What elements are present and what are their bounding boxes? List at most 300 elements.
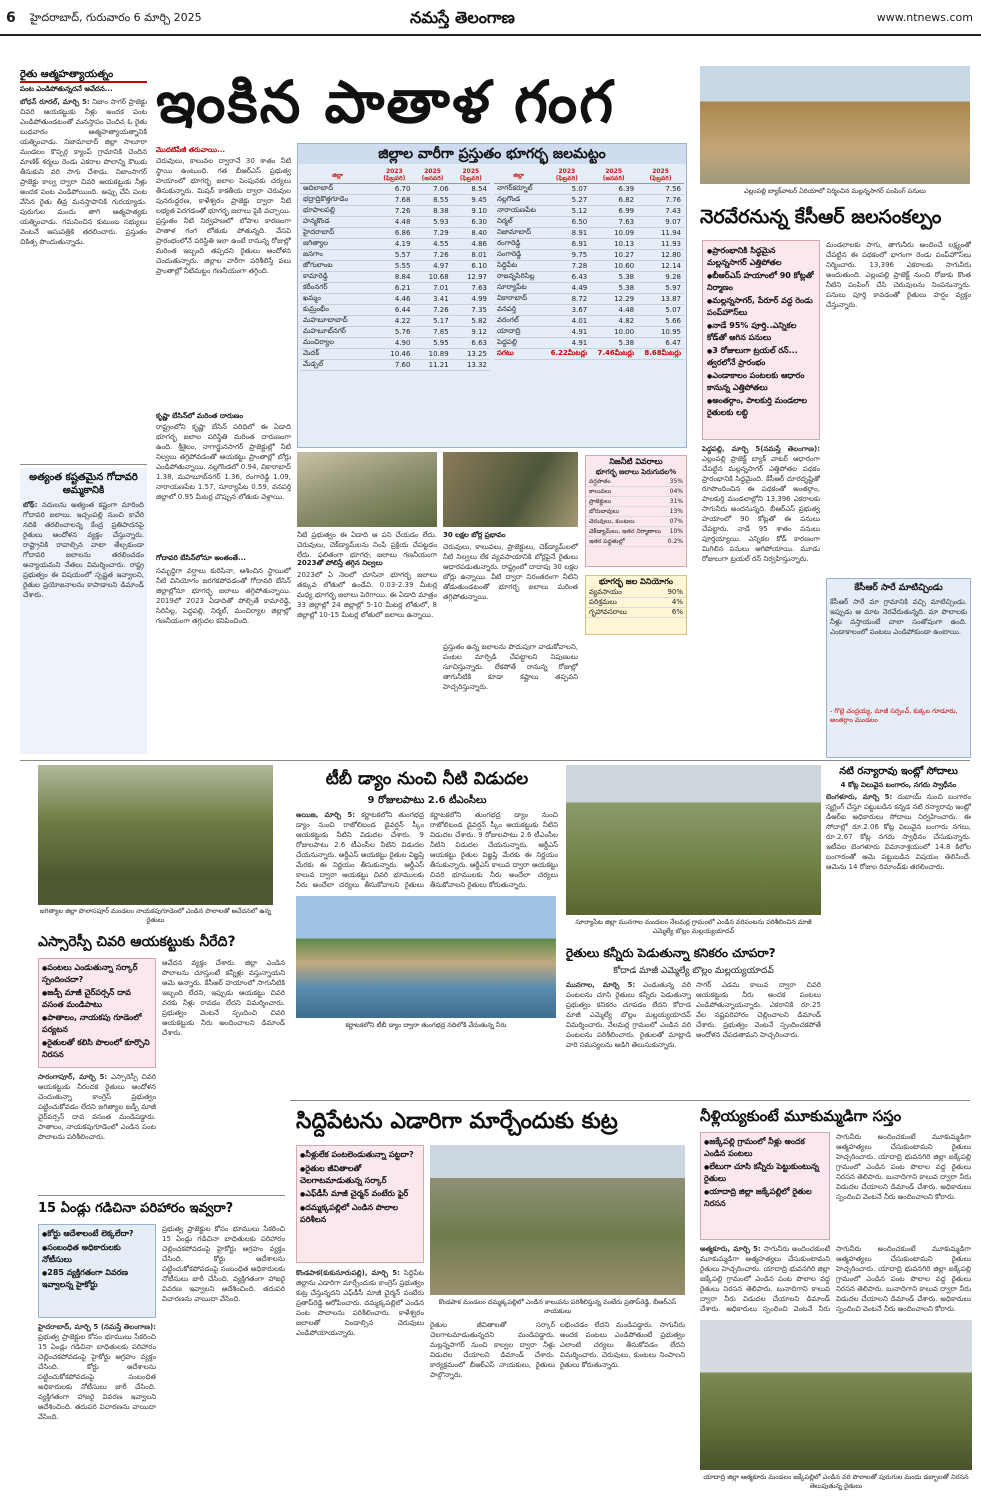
highlight-item: ● జక్కేపల్లి గ్రామంలో నీళ్లు అందక ఎండిన పంటలు	[704, 1136, 826, 1159]
value-cell: 13.25	[452, 349, 490, 360]
value-cell: 11.93	[637, 239, 684, 250]
table-row	[300, 184, 490, 195]
value-cell: 6.22మీటర్లు	[543, 349, 590, 360]
value-cell: 4.90	[375, 338, 413, 349]
district-cell: వరంగల్	[494, 316, 543, 327]
value-cell: 8.91	[543, 228, 590, 239]
highlight-item: ● బీఆర్ఎస్ హయాంలో 90 కోట్లతో నిర్మాణం	[707, 270, 815, 293]
siddipet-body-2: రైతుల జీవితాలతో సర్కార్ చెలగాటమాడుతున్నదని మండిపడ్డారు. మల్లన్నసాగర్ నుంచి కాల్వల ద్వారా నీళ్లు విడుదల చేయాలని డిమాండ్ చేశారు. కార్యక్రమంలో బీఆర్ఎస్ నాయకులు, రైతులు పాల్గొన్నారు.	[430, 1321, 555, 1379]
value-cell: 6%	[653, 608, 686, 618]
table-row	[300, 250, 490, 261]
nilla-headline: నీళ్లియ్యకుంటే మూకుమ్మడిగా సస్తం	[700, 1107, 902, 1125]
table-row	[494, 239, 684, 250]
protest-photo	[700, 1320, 972, 1470]
district-cell: వికారాబాద్	[494, 294, 543, 305]
table-row	[586, 598, 686, 608]
groundwater-table-right: జిల్లా 2023 (ఫిబ్రవరి) 2025 (జనవరి) 2025 (ఫిబ్రవరి) నాగర్‌కర్నూల్ 5.07 6.39 7.56 నల్లగొండ 5.27 6.82 7.76 నారాయణపేట 5.12 6.99 7.43 నిర్మల్ 6.50 7.63 9.07 నిజామాబాద్ 8.91 10.09 11.94 రంగారెడ్డి 6.91 10.13 11.93 సంగారెడ్డి 9.75 10.27 12.80 సిద్దిపేట 7.28 10.60 12.14 రాజన్నసిరిసిల్ల 6.43 5.38 9.28 సూర్యాపేట 4.49 5.38 5.97 వికారాబాద్ 8.72 12.29 13.87 వనపర్తి 3.67 4.48 5.07 వరంగల్ 4.01 4.82 5.66 యాదాద్రి 4.91 10.00 10.95 పెద్దపల్లి 4.91 5.38 6.47 సగటు 6.22మీటర్లు 7.46మీటర్లు 8.68మీటర్లు	[494, 168, 684, 360]
siddipet-highlights	[296, 1145, 424, 1263]
inspection-photo	[566, 765, 821, 915]
dateline: హైదరాబాద్, గురువారం 6 మార్చి 2025	[30, 11, 202, 24]
district-cell: నిజామాబాద్	[494, 228, 543, 239]
district-cell: నాగర్‌కర్నూల్	[494, 184, 543, 195]
district-cell: భద్రాద్రికొత్తగూడెం	[300, 195, 375, 206]
lead-col-2	[297, 452, 437, 752]
subhead: 30 లక్షల బోర్ల ప్రభావం	[443, 531, 506, 539]
value-cell: 7.26	[375, 206, 413, 217]
district-cell: సంగారెడ్డి	[494, 250, 543, 261]
district-cell: మేడ్చల్	[300, 360, 375, 371]
value-cell: 6.43	[543, 272, 590, 283]
compensation-body-1: హైదరాబాద్, మార్చి 5 (నమస్తే తెలంగాణ): ప్రభుత్వ ప్రాజెక్టుల కోసం భూములు సేకరించి 15 ఏండ్లు గడిచినా బాధితులకు పరిహారం చెల్లించకపోవడంపై హైకోర్టు ఆగ్రహం వ్యక్తం చేసింది. కోర్టు ఆదేశాలను పట్టించుకోకపోవడంపై సంబంధిత అధికారులకు నోటీసులు జారీ చేసింది. వ్యక్తిగతంగా హాజరై వివరణ ఇవ్వాలని ఆదేశించింది. తదుపరి విచారణను వాయిదా వేసింది.	[38, 1323, 156, 1421]
godavari-story	[20, 468, 147, 754]
box-title: భూగర్భ జల వినియోగం	[599, 577, 673, 586]
value-cell: 5.17	[413, 316, 451, 327]
lead-headline: ఇంకిన పాతాళ గంగ	[156, 68, 616, 136]
table-row	[300, 316, 490, 327]
table-row	[494, 184, 684, 195]
value-cell: 6.21	[375, 283, 413, 294]
groundwater-table-left: జిల్లా 2023 (ఫిబ్రవరి) 2025 (జనవరి) 2025 (ఫిబ్రవరి) ఆదిలాబాద్ 6.70 7.06 8.54 భద్రాద్రికొత్తగూడెం 7.68 8.55 9.45 భూపాలపల్లి 7.26 8.38 9.10 హన్మకొండ 4.48 5.93 6.30 హైదరాబాద్ 6.86 7.29 8.40 జగిత్యాల 4.19 4.55 4.86 జనగాం 5.57 7.26 8.01 జోగులాంబ 5.55 4.97 6.10 కామారెడ్డి 8.84 10.68 12.97 కరీంనగర్ 6.21 7.01 7.63 ఖమ్మం 4.46 3.41 4.99 కుమ్రంభీం 6.44 7.26 7.35 మహబూబాబాద్ 4.22 5.17 5.82 మహబూబ్‌నగర్ 5.76 7.85 9.12 మంచిర్యాల 4.90 5.95 6.63 మెదక్ 10.46 10.89 13.25 మేడ్చల్ 7.60 11.21 13.32	[300, 168, 490, 371]
value-cell: 9.45	[452, 195, 490, 206]
district-cell: జగిత్యాల	[300, 239, 375, 250]
table-row	[494, 250, 684, 261]
value-cell: 7.68	[375, 195, 413, 206]
table-row	[494, 327, 684, 338]
mallaiah-body-1: మునగాల, మార్చి 5: ఎండుతున్న వరి పంటలను చూసి రైతులు కన్నీరు పెడుతున్నా ప్రభుత్వం కనికరం చూపడం లేదని కోదాడ మాజీ ఎమ్మెల్యే బొల్లం మల్లయ్యయాదవ్ విమర్శించారు. నేలమర్ల గ్రామంలో ఎండిన వరి పంటలను పరిశీలించారు. రైతులతో మాట్లాడి వారి సమస్యలను అడిగి తెలుసుకున్నారు.	[566, 981, 691, 1049]
value-cell: 4.01	[543, 316, 590, 327]
groundwater-table-box	[297, 143, 687, 448]
value-cell: 6.82	[590, 195, 637, 206]
value-cell: 6.99	[590, 206, 637, 217]
nilla-body-1: సాగునీరు అందించకుంటే మూకుమ్మడిగా ఆత్మహత్యలు చేసుకుంటామని రైతులు హెచ్చరించారు. యాదాద్రి భువనగిరి జిల్లా జక్కేపల్లి గ్రామంలో ఎండిన పంట పొలాల వద్ద రైతులు నిరసన తెలిపారు. బునాదిగాని కాలువ ద్వారా నీరు విడుదల చేయాలని డిమాండ్ చేశారు. అధికారులు స్పందించి వెంటనే నీరు అందించాలని కోరారు.	[836, 1133, 971, 1201]
value-cell: 6.70	[375, 184, 413, 195]
value-cell: 9.28	[637, 272, 684, 283]
value-cell: 12.97	[452, 272, 490, 283]
value-cell: 6.10	[452, 261, 490, 272]
value-cell: 5.38	[590, 283, 637, 294]
district-cell: రంగారెడ్డి	[494, 239, 543, 250]
col-district: జిల్లా	[300, 168, 375, 184]
value-cell: 12.14	[637, 261, 684, 272]
table-row	[300, 327, 490, 338]
lead-body: చెరువులు, కాలువలు, ప్రాజెక్టులు, చెక్‌డ్యామ్‌లలో నీటి నిల్వలు లేక వ్యవసాయానికి బోర్లపైనే రైతులు ఆధారపడుతున్నారు. రాష్ట్రంలో దాదాపు 30 లక్షల బోర్లు ఉన్నాయి. వీటి ద్వారా నిరంతరంగా నీటిని తోడుతుండటంతో భూగర్భ జలాలు మరింత తగ్గిపోతున్నాయి.	[443, 543, 578, 601]
value-cell: 9.10	[452, 206, 490, 217]
value-cell: 9.12	[452, 327, 490, 338]
value-cell: 10.13	[590, 239, 637, 250]
district-cell: హైదరాబాద్	[300, 228, 375, 239]
highlight-item: ● దమ్మక్కపల్లిలో ఎండిన పొలాల పరిశీలన	[300, 1202, 420, 1225]
well-photo	[297, 452, 437, 527]
district-cell: నారాయణపేట	[494, 206, 543, 217]
value-cell: 11.21	[413, 360, 451, 371]
nilla-body-2: ఆత్మకూరు, మార్చి 5: సాగునీరు అందించకుంటే మూకుమ్మడిగా ఆత్మహత్యలు చేసుకుంటామని రైతులు హెచ్చరించారు. యాదాద్రి భువనగిరి జిల్లా జక్కేపల్లి గ్రామంలో ఎండిన పంట పొలాల వద్ద రైతులు నిరసన తెలిపారు. బునాదిగాని కాలువ ద్వారా నీరు విడుదల చేయాలని డిమాండ్ చేశారు. అధికారులు స్పందించి వెంటనే నీరు	[700, 1245, 830, 1313]
farmer-story	[20, 68, 147, 460]
district-cell: హన్మకొండ	[300, 217, 375, 228]
district-cell: ఖమ్మం	[300, 294, 375, 305]
value-cell: 5.93	[413, 217, 451, 228]
col-2025-feb: 2025	[462, 168, 480, 175]
label-cell: ఇతర పద్ధతుల్లో	[586, 537, 665, 547]
value-cell: 6.44	[375, 305, 413, 316]
table-row	[494, 316, 684, 327]
highlight-item: ● లేటుగా చూసి కన్నీరు పెట్టుకుంటున్న రైతులు	[704, 1161, 826, 1184]
table-row	[300, 349, 490, 360]
table-row	[494, 305, 684, 316]
value-cell: 4.19	[375, 239, 413, 250]
photo-caption: ఎల్లంపల్లి బ్యాక్‌వాటర్ ఏరియాలో నిర్మించిన మల్లన్నసాగర్ పంపింగ్ పనులు	[744, 187, 926, 195]
website-link[interactable]: www.ntnews.com	[876, 11, 973, 24]
value-cell: 35%	[665, 477, 686, 487]
value-cell: 6.39	[590, 184, 637, 195]
value-cell: 4.55	[413, 239, 451, 250]
table-row	[300, 360, 490, 371]
value-cell: 8.84	[375, 272, 413, 283]
highlight-item: ● జడ్పీ మాజీ చైర్‌పర్సన్ దావ వసంత మండిపాటు	[42, 987, 152, 1010]
label-cell: ప్రాజెక్టులు	[586, 497, 665, 507]
value-cell: 9.75	[543, 250, 590, 261]
lead-body: రాష్ట్రంలోని కృష్ణా బేసిన్ పరిధిలో ఈ ఏడాది భూగర్భ జలాల పరిస్థితి మరింత దారుణంగా ఉంది. శ్రీశైలం, నాగార్జునసాగర్ ప్రాజెక్టుల్లో నీటి నిల్వలు తగ్గిపోవడంతో ఆయకట్టు ప్రాంతాల్లో బోర్లు ఎండిపోతున్నాయి. నల్లగొండలో 0.94, వికారాబాద్ 1.38, మహబూబ్‌నగర్ 1.36, రంగారెడ్డి 1.09, నారాయణపేట 1.57, సూర్యాపేట 0.59, వనపర్తి జిల్లాలో 0.95 మీటర్ల చొప్పున లోతుకు వెళ్లాయి.	[156, 423, 291, 501]
value-cell: 5.66	[637, 316, 684, 327]
table-row	[586, 537, 686, 547]
value-cell: 6.86	[375, 228, 413, 239]
subhead: కృష్ణా బేసిన్‌లో మరింత దారుణం	[156, 412, 243, 420]
value-cell: 8.55	[413, 195, 451, 206]
value-cell: 10.00	[590, 327, 637, 338]
story-body: బోధన్ రూరల్, మార్చి 5: నిజాం సాగర్ ప్రాజెక్టు చివరి ఆయకట్టుకు నీళ్లు అందక పంట ఎండిపోతుండటంతో మనస్తాపం చెందిన ఓ రైతు బుధవారం ఆత్మహత్యాయత్నానికి యత్నించాడు. నిజామాబాద్ జిల్లా సాలూరా మండలం కొప్పర్గ క్యాంప్ గ్రామానికి చెందిన మాణిక్ శర్మలు రెండు ఎకరాల పొలాన్ని కౌలుకు తీసుకుని వరి సాగు చేశాడు. నిజాంసాగర్ ప్రాజెక్టు కాల్వ ద్వారా చివరి ఆయకట్టుకు నీళ్లు అందక పంట ఎండిపోయింది. అప్పు చేసి పంట వేసిన రైతు తీవ్ర మనస్తాపానికి గురయ్యాడు. పురుగుల మందు తాగి ఆత్మహత్యకు యత్నించాడు. గమనించిన కుటుంబ సభ్యులు వెంటనే ఆసుపత్రికి తరలించారు. ప్రస్తుతం చికిత్స పొందుతున్నాడు.	[20, 98, 147, 246]
highlight-item: ● ప్రారంభానికి సిద్ధమైన మల్లన్నసాగర్ ఎత్తిపోతల	[707, 245, 815, 268]
label-cell: చెరువులు, కుంటలు	[586, 517, 665, 527]
district-cell: జనగాం	[300, 250, 375, 261]
story-title: రైతు ఆత్మహత్యాయత్నం	[20, 68, 147, 83]
value-cell: 8.40	[452, 228, 490, 239]
table-row	[494, 272, 684, 283]
value-cell: 12.29	[590, 294, 637, 305]
value-cell: 10.89	[413, 349, 451, 360]
value-cell: 11.94	[637, 228, 684, 239]
table-row	[300, 206, 490, 217]
highlight-item: ● రైతుల జీవితాలతో చెలగాటమాడుతున్న సర్కార్	[300, 1163, 420, 1186]
label-cell: వర్షపాతం	[586, 477, 665, 487]
mallaiah-headline: రైతులు కన్నీరు పెడుతున్నా కనికరం చూపరా?	[566, 946, 776, 960]
lead-col-1b	[156, 412, 291, 752]
table-row	[300, 261, 490, 272]
table-row	[300, 283, 490, 294]
table-row	[300, 228, 490, 239]
value-cell: 4.22	[375, 316, 413, 327]
pump-site-photo	[700, 66, 970, 184]
table-row	[586, 517, 686, 527]
kcr-highlights	[702, 240, 820, 440]
highlight-item: ● పంటలు ఎండుతున్నా సర్కార్ స్పందించదా?	[42, 962, 152, 985]
table-row	[586, 608, 686, 618]
highlight-item: ● పాతాలం, నాయకపు గూడెంలో పర్యటన	[42, 1012, 152, 1035]
district-cell: జోగులాంబ	[300, 261, 375, 272]
aside-byline: - గొల్లె చంద్రయ్య, మాజీ సర్పంచ్, కుక్కల గూడూరు, అంతర్గాం మండలం	[830, 707, 958, 724]
value-cell: 12.80	[637, 250, 684, 261]
value-cell: 7.35	[452, 305, 490, 316]
value-cell: 13.87	[637, 294, 684, 305]
table-row	[586, 477, 686, 487]
value-cell: 4.48	[590, 305, 637, 316]
siddipet-headline: సిద్దిపేటను ఎడారిగా మార్చేందుకు కుట్ర	[296, 1109, 618, 1134]
value-cell: 7.85	[413, 327, 451, 338]
value-cell: 9.07	[637, 217, 684, 228]
value-cell: 5.27	[543, 195, 590, 206]
value-cell: 5.82	[452, 316, 490, 327]
table-row	[586, 527, 686, 537]
value-cell: 7.06	[413, 184, 451, 195]
district-cell: మెదక్	[300, 349, 375, 360]
recharge-sources-box	[585, 455, 687, 567]
srsp-headline: ఎస్సారెస్పీ చివరి ఆయకట్టుకు నీరేది?	[38, 934, 236, 950]
value-cell: 5.95	[413, 338, 451, 349]
nilla-body-3: సాగునీరు అందించకుంటే మూకుమ్మడిగా ఆత్మహత్యలు చేసుకుంటామని రైతులు హెచ్చరించారు. యాదాద్రి భువనగిరి జిల్లా జక్కేపల్లి గ్రామంలో ఎండిన పంట పొలాల వద్ద రైతులు నిరసన తెలిపారు. బునాదిగాని కాలువ ద్వారా నీరు విడుదల చేయాలని డిమాండ్ చేశారు. అధికారులు స్పందించి వెంటనే నీరు అందించాలని కోరారు.	[836, 1245, 971, 1313]
table-row	[494, 217, 684, 228]
siddipet-body-1: కొండపాక(కుకునూరుపల్లి), మార్చి 5: సిద్దిపేట జిల్లాను ఎడారిగా మార్చేందుకు కాంగ్రెస్ ప్రభుత్వం కుట్ర చేస్తున్నదని ఎఫ్‌డీసీ మాజీ చైర్మన్ వంటేరు ప్రతాప్‌రెడ్డి ఆరోపించారు. దమ్మక్కపల్లిలో ఎండిన పంట పొలాలను పరిశీలించారు. కాళేశ్వరం జలాలతో నిండాల్సిన చెరువులు ఎండిపోయాయన్నారు.	[296, 1269, 424, 1337]
table-row	[300, 305, 490, 316]
district-cell: కరీంనగర్	[300, 283, 375, 294]
highlight-item: ● రైతులతో కలిసి పొలంలో కూర్చొని నిరసన	[42, 1037, 152, 1060]
label-cell: పరిశ్రమలు	[586, 598, 653, 608]
table-row	[494, 228, 684, 239]
district-cell: కామారెడ్డి	[300, 272, 375, 283]
value-cell: 7.60	[375, 360, 413, 371]
value-cell: 10.09	[590, 228, 637, 239]
value-cell: 7.26	[413, 305, 451, 316]
value-cell: 4.91	[543, 327, 590, 338]
kcr-aside	[826, 578, 971, 758]
highlight-item: ● మల్లన్నసాగర్, పేరూర్ వద్ద రెండు పంప్‌హౌస్‌లు	[707, 295, 815, 318]
value-cell: 5.12	[543, 206, 590, 217]
value-cell: 8.72	[543, 294, 590, 305]
district-cell: భూపాలపల్లి	[300, 206, 375, 217]
col-district: జిల్లా	[494, 168, 543, 184]
kcr-col-2	[826, 240, 971, 570]
value-cell: 5.07	[637, 305, 684, 316]
kcr-col-1: పెద్దపల్లి, మార్చి 5(నమస్తే తెలంగాణ): ఎల్లంపల్లి ప్రాజెక్ట్ బ్యాక్ వాటర్ ఆధారంగా చేపట్టిన మల్లన్నసాగర్ ఎత్తిపోతల పథకం ప్రారంభానికి సిద్ధమైంది. కేసీఆర్ దూరదృష్టితో రూపొందించిన ఈ పథకంతో అంతర్గాం, పాలకుర్తి మండలాల్లోని 13,396 ఎకరాలకు సాగునీరు అందనున్నది. బీఆర్ఎస్ ప్రభుత్వ హయాంలో 90 కోట్లతో ఈ పనులు చేపట్టారు. నాడే 95 శాతం పనులు పూర్తయ్యాయి. ఎన్నికల కోడ్ కారణంగా మిగిలిన పనులు ఆగిపోయాయి. మూడు రోజులుగా ట్రయల్ రన్ నిర్వహిస్తున్నారు.	[702, 445, 820, 563]
value-cell: 0.2%	[665, 537, 686, 547]
lead-col-3	[443, 452, 578, 752]
dry-land-photo	[443, 452, 578, 527]
lead-body: ప్రస్తుతం ఉన్న జలాలను పొదుపుగా వాడుకోవాలని, పంటల మార్పిడి చేపట్టాలని నిపుణులు సూచిస్తున్నారు. లేకపోతే రానున్న రోజుల్లో తాగునీటికి కూడా కష్టాలు తప్పవని హెచ్చరిస్తున్నారు.	[443, 643, 578, 691]
value-cell: 10.27	[590, 250, 637, 261]
value-cell: 4.86	[452, 239, 490, 250]
value-cell: 6.30	[452, 217, 490, 228]
photo-caption: సూర్యాపేట జిల్లా మునగాల మండలం నేలమర్ల గ్రామంలో ఎండిన వరిపంటను పరిశీలించిన మాజీ ఎమ్మెల్యే బొల్లం మల్లయ్యయాదవ్	[575, 918, 812, 935]
ranya-story: నటి రన్యారావు ఇంట్లో సోదాలు 4 కోట్ల విలువైన బంగారం, నగదు స్వాధీనం బెంగళూరు, మార్చి 5: దుబాయ్ నుంచి బంగారం స్మగ్లింగ్ చేస్తూ పట్టుబడిన కన్నడ నటి రన్యారావు ఇంట్లో డీఆర్ఐ అధికారులు సోదాలు నిర్వహించారు. ఈ సోదాల్లో రూ.2.06 కోట్ల విలువైన బంగారు నగలు, రూ.2.67 కోట్ల నగదు స్వాధీనం చేసుకున్నారు. ఇటీవల బెంగళూరు విమానాశ్రయంలో 14.8 కిలోల బంగారంతో ఆమె పట్టుబడిన విషయం తెలిసిందే. ఆమెను 14 రోజుల రిమాండ్‌కు తరలించారు.	[826, 766, 971, 871]
value-cell: 3.67	[543, 305, 590, 316]
masthead: నమస్తే తెలంగాణ	[410, 8, 515, 27]
highlight-item: ● సంబంధిత అధికారులకు నోటీసులు	[42, 1242, 152, 1265]
table-row	[494, 195, 684, 206]
story-title: నటి రన్యారావు ఇంట్లో సోదాలు	[839, 766, 958, 777]
farmers-photo	[38, 765, 273, 905]
table-row	[300, 338, 490, 349]
table-row	[300, 294, 490, 305]
highlight-item: ● అంతర్గాం, పాలకుర్తి మండలాల రైతులకు లబ్ధి	[707, 395, 815, 418]
value-cell: 5.55	[375, 261, 413, 272]
district-cell: నల్లగొండ	[494, 195, 543, 206]
srsp-body-2: ఆవేదన వ్యక్తం చేశారు. జిల్లా ఎండిన పొలాలను చూస్తుంటే కన్నీళ్లు వస్తున్నాయని ఆమె అన్నారు. కేసీఆర్ హయాంలో సాగునీటికి ఇబ్బంది లేదని, ఇప్పుడు ఆయకట్టు చివరి వరకు నీళ్లు రావడం లేదని విమర్శించారు. ప్రభుత్వం వెంటనే స్పందించి చివరి ఆయకట్టుకు నీరు అందించాలని డిమాండ్ చేశారు.	[162, 959, 285, 1037]
table-row	[494, 294, 684, 305]
value-cell: 7.63	[590, 217, 637, 228]
value-cell: 7.29	[413, 228, 451, 239]
value-cell: 4.91	[543, 338, 590, 349]
value-cell: 8.01	[452, 250, 490, 261]
table-row	[586, 507, 686, 517]
photo-caption: కర్ణాటకలోని టీబీ డ్యాం ద్వారా తుంగభద్ర నదిలోకి వేదుతున్న నీరు	[345, 1021, 507, 1029]
table-row	[586, 588, 686, 598]
value-cell: 5.38	[590, 338, 637, 349]
value-cell: 6.63	[452, 338, 490, 349]
label-cell: కాలువలు	[586, 487, 665, 497]
photo-caption: యాదాద్రి జిల్లా ఆత్మకూరు మండలం జక్కేపల్లిలో ఎండిన వరి పొలాలతో పురుగుల మందు డబ్బాలతో నిరసన తెలుపుతున్న రైతులు	[703, 1473, 969, 1490]
value-cell: 10%	[665, 527, 686, 537]
value-cell: 7.56	[637, 184, 684, 195]
table-row	[300, 217, 490, 228]
table-row	[494, 261, 684, 272]
value-cell: 13%	[665, 507, 686, 517]
value-cell: 5.07	[543, 184, 590, 195]
value-cell: 7.76	[637, 195, 684, 206]
table-row	[494, 349, 684, 360]
value-cell: 8.54	[452, 184, 490, 195]
district-cell: సూర్యాపేట	[494, 283, 543, 294]
col-2023: 2023	[385, 168, 403, 175]
story-title: అత్యంత కష్టతమైన గోదావరి అమ్మకానికి	[29, 472, 138, 496]
mallaiah-body-2: సాగర్ ఎడమ కాలువ ద్వారా చివరి ఆయకట్టుకు నీరు అందక పంటలు ఎండిపోతున్నాయన్నారు. ఎకరానికి రూ.25 వేల నష్టపరిహారం చెల్లించాలని డిమాండ్ చేశారు. ప్రభుత్వం వెంటనే స్పందించకపోతే ఆందోళన చేపడతామని హెచ్చరించారు.	[696, 981, 821, 1039]
tb-dam-headline: టీబీ డ్యాం నుంచి నీటి విడుదల	[325, 769, 529, 789]
subhead: గోదావరి బేసిన్‌లోనూ అంతంతే...	[156, 554, 246, 562]
value-cell: 7.28	[543, 261, 590, 272]
value-cell: 7.43	[637, 206, 684, 217]
box-title: నిజనీటి వివరాలు	[609, 457, 663, 466]
district-cell: మంచిర్యాల	[300, 338, 375, 349]
value-cell: 3.41	[413, 294, 451, 305]
value-cell: 8.68మీటర్లు	[637, 349, 684, 360]
value-cell: 6.50	[543, 217, 590, 228]
col-2025-jan: 2025	[424, 168, 441, 175]
value-cell: 6.91	[543, 239, 590, 250]
value-cell: 10.46	[375, 349, 413, 360]
highlight-item: ● నాడే 95% పూర్తి..ఎన్నికల కోడ్‌తో ఆగిన పనులు	[707, 320, 815, 343]
district-cell: యాదాద్రి	[494, 327, 543, 338]
box-subtitle: భూగర్భ జలాలు పెరుగుదల%	[595, 468, 677, 476]
value-cell: 4.99	[452, 294, 490, 305]
compensation-highlights	[38, 1224, 156, 1318]
page-number: 6	[6, 10, 16, 26]
value-cell: 04%	[665, 487, 686, 497]
value-cell: 7.63	[452, 283, 490, 294]
lead-body: 2023లో ఏ నెలలో చూసినా భూగర్భ జలాలు తక్కువ లోతులో ఉండేవి. 0.03-2.39 మీటర్ల మధ్య భూగర్భ జలాలు పెరిగాయి. ఈ ఏడాది మాత్రం 33 జిల్లాల్లో 24 జిల్లాల్లో 5-10 మీటర్ల లోతులో, 8 జిల్లాల్లో 10-15 మీటర్ల లోతులో జలాలు ఉన్నాయి.	[297, 571, 437, 619]
mallaiah-deck: కోదాడ మాజీ ఎమ్మెల్యే బొల్లం మల్లయ్యయాదవ్	[613, 966, 774, 976]
table-row	[300, 272, 490, 283]
srsp-highlights	[38, 958, 156, 1068]
value-cell: 07%	[665, 517, 686, 527]
lead-body: నీటి ప్రభుత్వం ఈ ఏడాది ఆ పని చేయడం లేదు. చెరువులు, చెక్‌డ్యామ్‌లను నింపే ప్రక్రియ చేపట్టడం లేదు. ఫలితంగా భూగర్భ జలాలు గణనీయంగా	[297, 531, 437, 558]
district-cell: మహబూబ్‌నగర్	[300, 327, 375, 338]
highlight-item: ● 285 వ్యక్తిగతంగా వివరణ ఇవ్వాలన్న హైకోర్టు	[42, 1267, 152, 1290]
highlight-item: ● ఎండాకాలం పంటలకు ఆధారం కానున్న ఎత్తిపోతలు	[707, 370, 815, 393]
page-header	[0, 0, 981, 36]
value-cell: 10.68	[413, 272, 451, 283]
story-deck: 4 కోట్ల విలువైన బంగారం, నగదు స్వాధీనం	[840, 781, 957, 789]
value-cell: 5.57	[375, 250, 413, 261]
value-cell: 7.26	[413, 250, 451, 261]
highlight-item: ● నీళ్లులేక పంటలెండుతున్నా పట్టదా?	[300, 1149, 420, 1161]
highlight-item: ● ఎఫ్‌డీసీ మాజీ చైర్మన్ వంటేరు ఫైర్	[300, 1188, 420, 1200]
value-cell: 4.48	[375, 217, 413, 228]
district-cell: సగటు	[494, 349, 543, 360]
siddipet-photo	[430, 1145, 685, 1295]
value-cell: 4.97	[413, 261, 451, 272]
usage-box	[585, 575, 687, 635]
value-cell: 10.95	[637, 327, 684, 338]
table-row	[586, 497, 686, 507]
story-subtitle: పంట ఎండిపోతున్నదనే ఆవేదన...	[20, 85, 113, 93]
value-cell: 8.38	[413, 206, 451, 217]
table-row	[300, 239, 490, 250]
highlight-item: ● యాదాద్రి జిల్లా జక్కేపల్లిలో రైతుల నిరసన	[704, 1186, 826, 1209]
table-row	[494, 283, 684, 294]
kicker: మొదటిపేజీ తరువాయి...	[156, 146, 226, 154]
label-cell: వ్యవసాయం	[586, 588, 653, 598]
compensation-body-2: ప్రభుత్వ ప్రాజెక్టుల కోసం భూములు సేకరించి 15 ఏండ్లు గడిచినా బాధితులకు పరిహారం చెల్లించకపోవడంపై హైకోర్టు ఆగ్రహం వ్యక్తం చేసింది. కోర్టు ఆదేశాలను పట్టించుకోకపోవడంపై సంబంధిత అధికారులకు నోటీసులు జారీ చేసింది. వ్యక్తిగతంగా హాజరై వివరణ ఇవ్వాలని ఆదేశించింది. తదుపరి విచారణను వాయిదా వేసింది.	[162, 1225, 285, 1303]
value-cell: 4.49	[543, 283, 590, 294]
subhead: 2023తో పోలిస్తే తగ్గిన నిల్వలు	[297, 559, 383, 567]
highlight-item: ● కోర్టు ఆదేశాలంటే లెక్కలేదా?	[42, 1228, 152, 1240]
table-row	[494, 338, 684, 349]
value-cell: 90%	[653, 588, 686, 598]
value-cell: 5.97	[637, 283, 684, 294]
district-cell: కుమ్రంభీం	[300, 305, 375, 316]
district-cell: పెద్దపల్లి	[494, 338, 543, 349]
label-cell: బోరుబావులు	[586, 507, 665, 517]
value-cell: 10.60	[590, 261, 637, 272]
value-cell: 31%	[665, 497, 686, 507]
siddipet-body-3: లభించడం లేదని మండిపడ్డారు. సాగునీరు అందక పంటలు ఎండిపోతుంటే ప్రభుత్వం ఎలాంటి చర్యలు తీసుకోవడం లేదని విమర్శించారు. చెరువులు, కుంటలు నింపాలని రైతులు కోరుతున్నారు.	[560, 1321, 685, 1369]
value-cell: 4%	[653, 598, 686, 608]
kcr-headline: నెరవేరనున్న కేసీఆర్ జలసంకల్పం	[700, 206, 942, 228]
value-cell: 7.46మీటర్లు	[590, 349, 637, 360]
lead-body: చెరువులు, కాలువల ద్వారానే 30 శాతం నీటి స్థాయి ఉంటుంది. గత బీఆర్ఎస్ ప్రభుత్వ హయాంలో భూగర్భ జలాల పెంపునకు చర్యలు తీసుకున్నారు. మిషన్ కాకతీయ ద్వారా చెరువుల పునరుద్ధరణ, కాళేశ్వరం ప్రాజెక్టు ద్వారా నీటి లభ్యత పెరగడంతో భూగర్భ జలాలు పైకి వచ్చాయి. ప్రస్తుతం నీటి నిర్వహణలో లోపాల కారణంగా పాతాళ గంగ లోతుకు పోతున్నది. వేసవి ప్రారంభంలోనే పరిస్థితి ఇలా ఉంటే రానున్న రోజుల్లో మరింత ఇబ్బంది తప్పదని రైతులు ఆందోళన చెందుతున్నారు. జిల్లాల వారీగా పరిశీలిస్తే పలు ప్రాంతాల్లో నీటిమట్టం గణనీయంగా తగ్గింది.	[156, 157, 291, 275]
lead-body: సమృద్ధిగా వర్షాలు కురిసినా, ఆశించిన స్థాయిలో నీటి వినియోగం జరగకపోవడంతో గోదావరి బేసిన్ జిల్లాల్లోనూ భూగర్భ జలాలు తగ్గిపోతున్నాయి. 2019లో 2023 ఏడాదితో పోల్చితే కామారెడ్డి, సిరిసిల్ల, పెద్దపల్లి, నిర్మల్, మంచిర్యాల జిల్లాల్లో గణనీయంగా తగ్గుదల కనిపించింది.	[156, 567, 291, 625]
district-cell: నిర్మల్	[494, 217, 543, 228]
table-row	[300, 195, 490, 206]
table-row	[494, 206, 684, 217]
district-cell: మహబూబాబాద్	[300, 316, 375, 327]
tb-dam-body-2: కర్ణాటకలోని తుంగభద్ర డ్యాం నుంచి రాజోలిబండ డైవర్షన్ స్కీం ఆయకట్టుకు నీటిని విడుదల చేశారు. 9 రోజులపాటు 2.6 టీఎంసీల నీటిని విడుదల చేయనున్నారు. ఆర్డీఎస్ ఆయకట్టు రైతుల విజ్ఞప్తి మేరకు ఈ నిర్ణయం తీసుకున్నారు. ఆర్డీఎస్ కాలువ ద్వారా ఆయకట్టు చివరి భూములకు నీరు అందేలా చర్యలు తీసుకోవాలని రైతులు కోరుతున్నారు.	[430, 811, 558, 889]
district-cell: రాజన్నసిరిసిల్ల	[494, 272, 543, 283]
value-cell: 4.82	[590, 316, 637, 327]
story-body: బోథ్: నదులను అత్యంత కష్టంగా మారింది గోదావరి జలాలు. ఇచ్చంపల్లి నుంచి కావేరి నదికి తరలించాలన్న కేంద్ర ప్రతిపాదనపై రైతులు ఆందోళన వ్యక్తం చేస్తున్నారు. రాష్ట్రానికి రావాల్సిన వాటా తేల్చకుండా గోదావరి జలాలను తరలించడం అన్యాయమని నేతలు విమర్శించారు. రాష్ట్ర ప్రభుత్వం ఈ విషయంలో స్పష్టత ఇవ్వాలని, రైతుల ప్రయోజనాలను కాపాడాలని డిమాండ్ చేశారు.	[23, 501, 144, 599]
tb-dam-photo	[296, 896, 556, 1018]
value-cell: 6.47	[637, 338, 684, 349]
value-cell: 13.32	[452, 360, 490, 371]
label-cell: గృహావసరాలు	[586, 608, 653, 618]
srsp-body-1: సారంగాపూర్, మార్చి 5: ఎస్సారెస్పీ చివరి ఆయకట్టుకు నీరందక రైతులు ఆందోళన చెందుతున్నా కాంగ్రెస్ ప్రభుత్వం పట్టించుకోవడం లేదని జగిత్యాల జడ్పీ మాజీ చైర్‌పర్సన్ దావ వసంత మండిపడ్డారు. పాతాలం, నాయకపుగూడెంలో ఎండిన పంట పొలాలను పరిశీలించారు.	[38, 1073, 156, 1141]
tb-dam-body-1: అయిజ, మార్చి 5: కర్ణాటకలోని తుంగభద్ర డ్యాం నుంచి రాజోలిబండ డైవర్షన్ స్కీం ఆయకట్టుకు నీటిని విడుదల చేశారు. 9 రోజులపాటు 2.6 టీఎంసీల నీటిని విడుదల చేయనున్నారు. ఆర్డీఎస్ ఆయకట్టు రైతుల విజ్ఞప్తి మేరకు ఈ నిర్ణయం తీసుకున్నారు. ఆర్డీఎస్ కాలువ ద్వారా ఆయకట్టు చివరి భూములకు నీరు అందేలా చర్యలు తీసుకోవాలని రైతులు	[296, 811, 424, 889]
compensation-headline: 15 ఏండ్లు గడిచినా పరిహారం ఇవ్వరా?	[38, 1201, 234, 1216]
highlight-item: ● 3 రోజులుగా ట్రయల్ రన్... త్వరలోనే ప్రారంభం	[707, 345, 815, 368]
district-cell: సిద్దిపేట	[494, 261, 543, 272]
value-cell: 5.76	[375, 327, 413, 338]
aside-body: కేసీఆర్ సారే మా గ్రామానికి వచ్చి మాటిచ్చిండు. ఇప్పుడు ఆ మాట నెరవేరుతున్నది. మా పొలాలకు నీళ్లు వస్తాయంటే చాలా సంతోషంగా ఉంది. ఎండాకాలంలో పంటలు ఎండిపోకుండా ఉంటాయి.	[830, 598, 967, 636]
district-cell: వనపర్తి	[494, 305, 543, 316]
nilla-highlights	[700, 1132, 830, 1240]
table-title: జిల్లాల వారీగా ప్రస్తుతం భూగర్భ జలమట్టం	[298, 144, 686, 164]
value-cell: 4.46	[375, 294, 413, 305]
